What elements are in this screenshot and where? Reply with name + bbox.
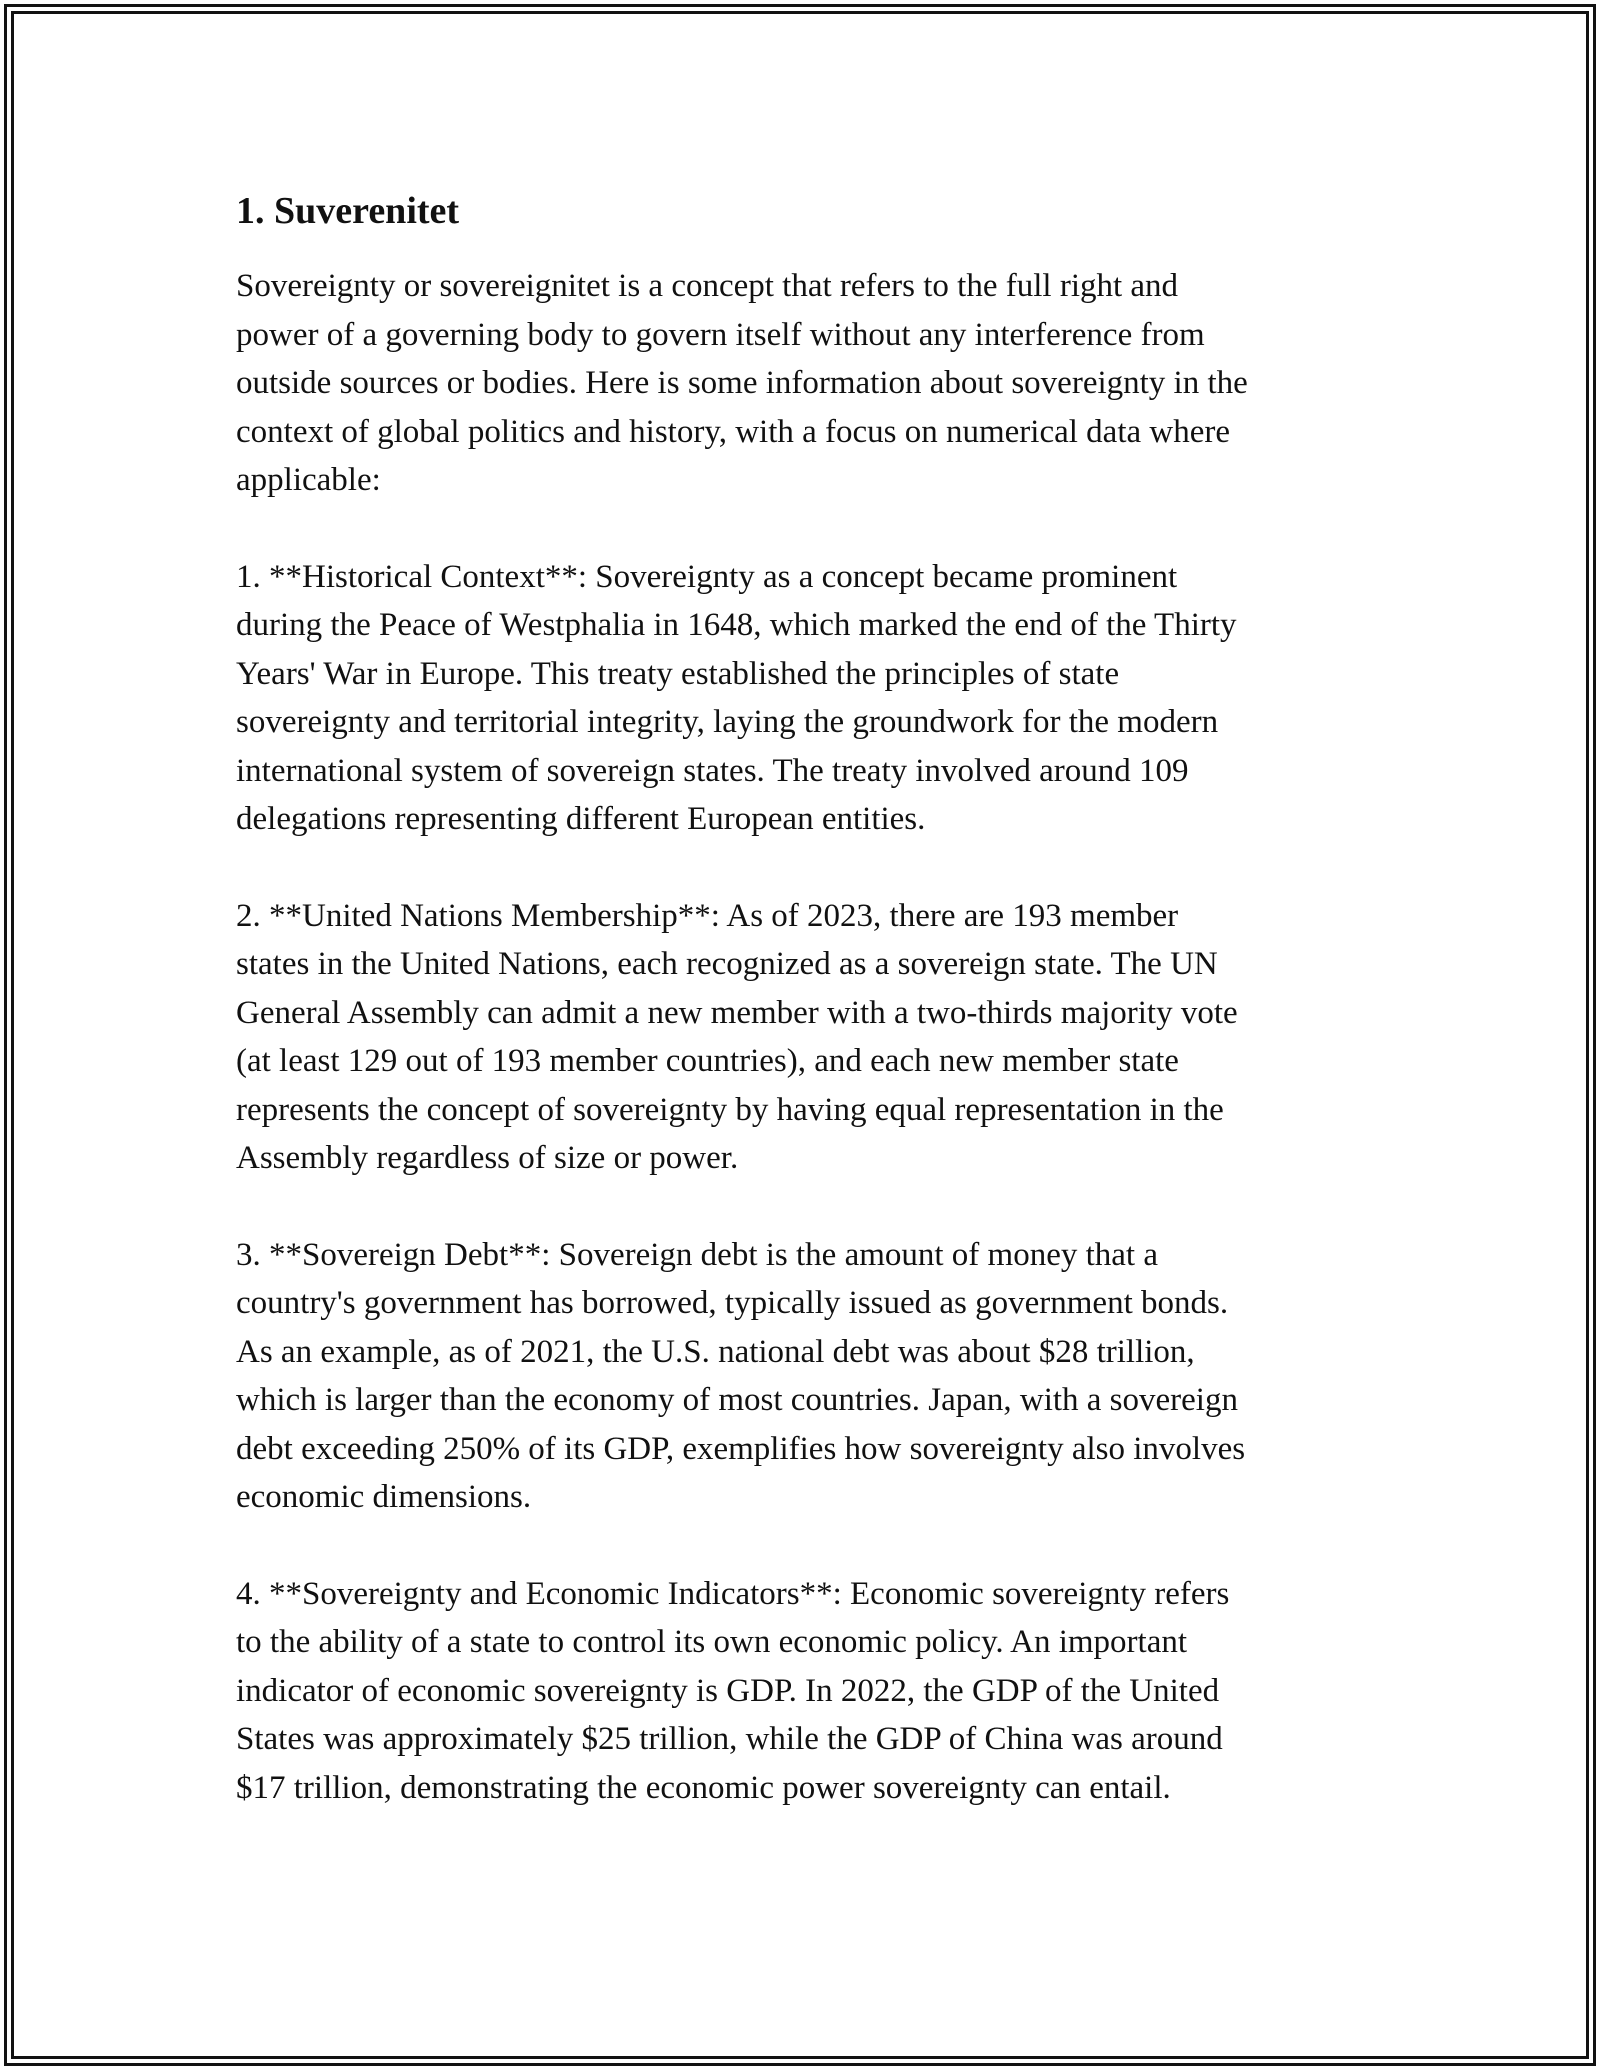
sovereign-debt-paragraph: 3. **Sovereign Debt**: Sovereign debt is the amount of money that a country's government has borrowed, typically issued as government bonds. As an example, as of 2021, the U.S. national debt was about $28 trillion, which is larger than the economy of most countries. Japan, with a sovereign debt exceeding 250% of its GDP, exemplifies how sovereignty also involves economic dimensions. bbox=[236, 1236, 1246, 1515]
united-nations-membership-paragraph: 2. **United Nations Membership**: As of 2023, there are 193 member states in the United Nations, each recognized as a sovereign state. The UN General Assembly can admit a new member with a two-thirds majority vote (at least 129 out of 193 member countries), and each new member state represents the concept of sovereignty by having equal representation in the Assembly regardless of size or power. bbox=[236, 897, 1238, 1176]
economic-indicators-paragraph: 4. **Sovereignty and Economic Indicators**: Economic sovereignty refers to the ability of a state to control its own economic policy. An important indicator of economic sovereignty is GDP. In 2022, the GDP of the United States was approximately $25 trillion, while the GDP of China was around $17 trillion, demonstrating the economic power sovereignty can entail. bbox=[236, 1575, 1230, 1806]
section-heading: 1. Suverenitet bbox=[236, 190, 460, 232]
intro-paragraph: Sovereignty or sovereignitet is a concept that refers to the full right and power of a governing body to govern itself without any interference from outside sources or bodies. Here is some information about sovereignty in the context of global politics and history, with a focus on numerical data where applicable: bbox=[236, 268, 1248, 498]
historical-context-paragraph: 1. **Historical Context**: Sovereignty as a concept became prominent during the Peace of Westphalia in 1648, which marked the end of the Thirty Years' War in Europe. This treaty established the principles of state sovereignty and territorial integrity, laying the groundwork for the modern international system of sovereign states. The treaty involved around 109 delegations representing different European entities. bbox=[236, 558, 1237, 837]
document-body bbox=[236, 186, 1366, 1860]
